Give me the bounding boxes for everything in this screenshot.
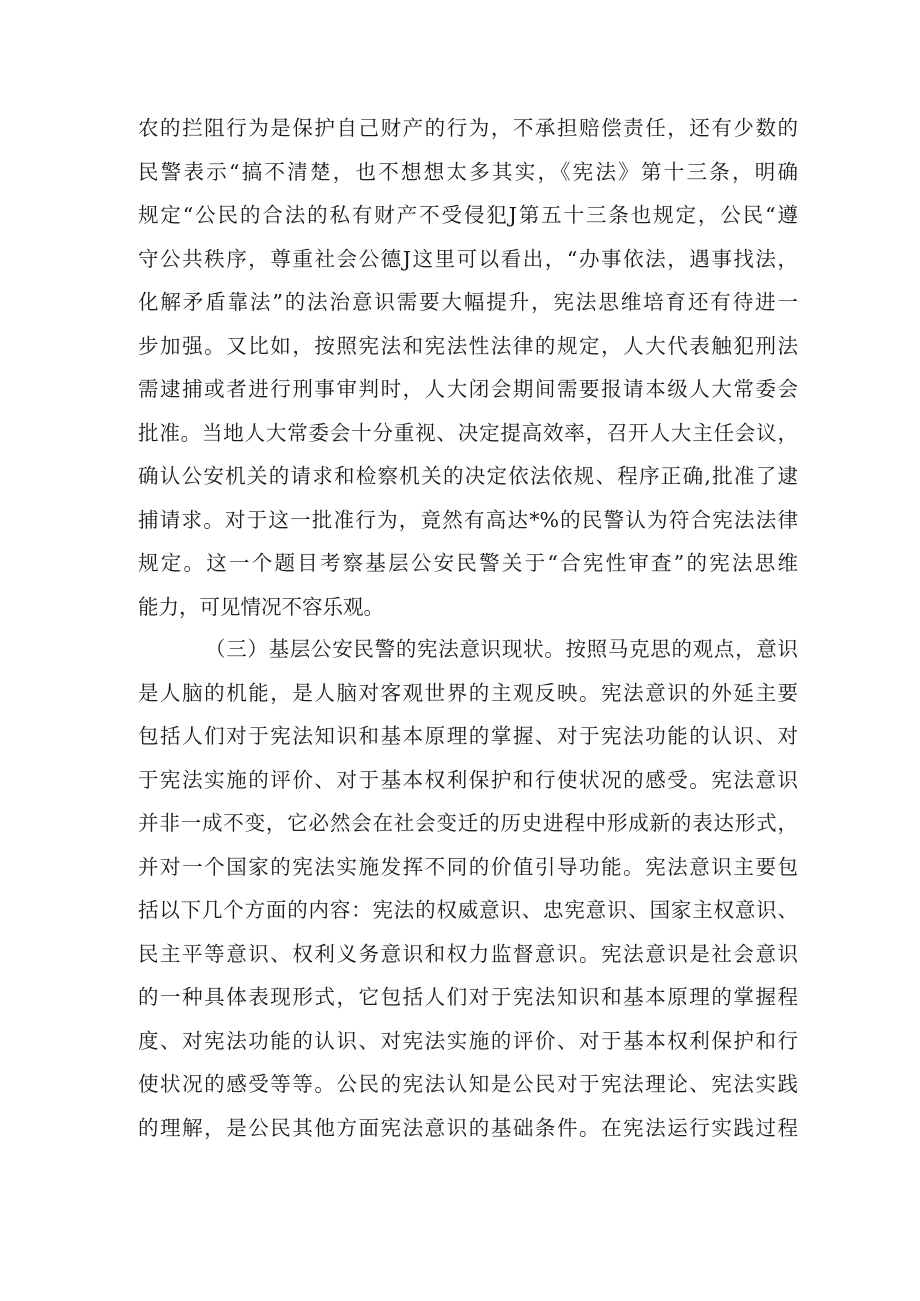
text-line: 是人脑的机能，是人脑对客观世界的主观反映。宪法意识的外延主要 [138, 680, 798, 705]
text-line: 并对一个国家的宪法实施发挥不同的价值引导功能。宪法意识主要包 [138, 854, 798, 879]
text-line: 的理解，是公民其他方面宪法意识的基础条件。在宪法运行实践过程 [138, 1115, 798, 1140]
text-line: 步加强。又比如，按照宪法和宪法性法律的规定，人大代表触犯刑法 [138, 333, 798, 358]
text-line: 包括人们对于宪法知识和基本原理的掌握、对于宪法功能的认识、对 [138, 724, 798, 748]
text-line: 能力，可见情况不容乐观。 [138, 594, 384, 619]
text-line: 化解矛盾靠法”的法治意识需要大幅提升，宪法思维培育还有待进一 [138, 290, 798, 314]
text-line: 农的拦阻行为是保护自己财产的行为，不承担赔偿责任，还有少数的 [138, 116, 798, 140]
text-line: （三）基层公安民警的宪法意识现状。按照马克思的观点，意识 [205, 637, 798, 661]
text-line: 民主平等意识、权利义务意识和权力监督意识。宪法意识是社会意识 [138, 941, 798, 966]
text-line: 括以下几个方面的内容：宪法的权威意识、忠宪意识、国家主权意识、 [138, 898, 798, 922]
text-line: 需逮捕或者进行刑事审判时，人大闭会期间需要报请本级人大常委会 [138, 377, 798, 401]
text-line: 使状况的感受等等。公民的宪法认知是公民对于宪法理论、宪法实践 [138, 1072, 798, 1096]
text-line: 并非一成不变，它必然会在社会变迁的历史进程中形成新的表达形式， [138, 811, 798, 835]
text-line: 于宪法实施的评价、对于基本权利保护和行使状况的感受。宪法意识 [138, 767, 798, 792]
text-line: 规定。这一个题目考察基层公安民警关于“合宪性审査”的宪法思维 [138, 551, 798, 575]
paragraph-2 [138, 628, 798, 1150]
text-line: 捕请求。对于这一批准行为，竟然有高达*%的民警认为符合宪法法律 [138, 507, 798, 532]
text-line: 民警表示“搞不清楚，也不想想太多其实，《宪法》第十三条，明确 [138, 159, 798, 184]
text-line: 确认公安机关的请求和检察机关的决定依法依规、程序正确,批准了逮 [138, 464, 798, 488]
text-line: 度、对宪法功能的认识、对宪法实施的评价、对于基本权利保护和行 [138, 1028, 798, 1053]
text-line: 批准。当地人大常委会十分重视、决定提高效率，召开人大主任会议， [138, 420, 798, 445]
paragraph-1 [138, 107, 798, 629]
text-line: 规定“公民的合法的私有财产不受侵犯J第五十三条也规定，公民“遵 [138, 203, 798, 227]
text-line: 守公共秩序，尊重社会公德J这里可以看出，“办事依法，遇事找法， [138, 246, 798, 271]
text-line: 的一种具体表现形式，它包括人们对于宪法知识和基本原理的掌握程 [138, 985, 798, 1009]
